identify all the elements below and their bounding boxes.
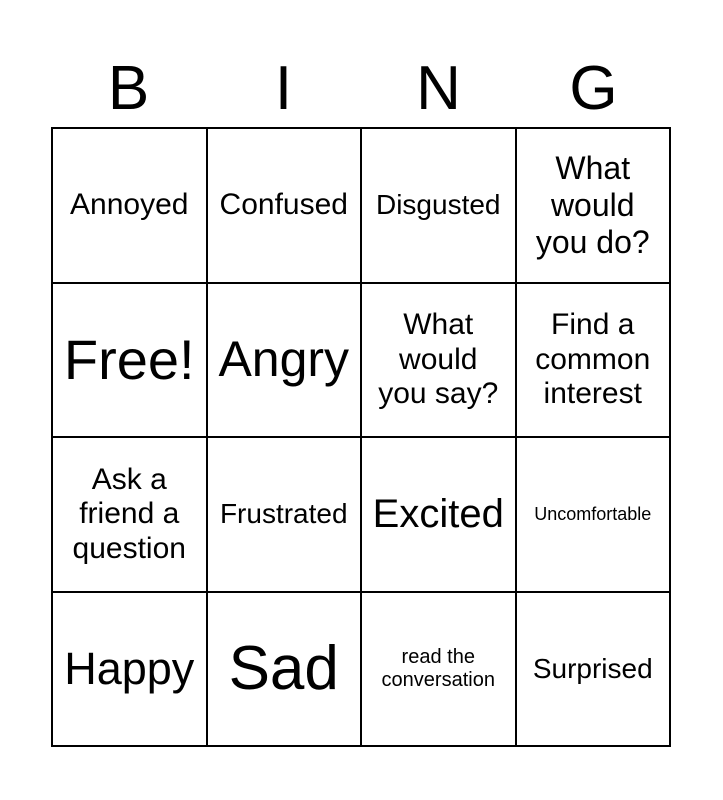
bingo-cell[interactable] xyxy=(517,438,672,593)
bingo-cell[interactable] xyxy=(208,438,363,593)
cell-label: Disgusted xyxy=(375,189,501,221)
cell-label: Find a common interest xyxy=(535,308,651,410)
header-letter-g: G xyxy=(569,54,618,123)
cell-label: Happy xyxy=(64,642,195,694)
header-letter-b: B xyxy=(107,54,150,123)
cell-label: Surprised xyxy=(532,652,653,684)
bingo-cell[interactable] xyxy=(517,284,672,439)
cell-label: Angry xyxy=(218,331,350,387)
cell-label: Uncomfortable xyxy=(534,503,652,524)
bingo-cell[interactable] xyxy=(53,593,208,748)
bingo-cell[interactable] xyxy=(362,284,517,439)
bingo-cell[interactable] xyxy=(53,438,208,593)
bingo-cell[interactable] xyxy=(362,129,517,284)
bingo-cell[interactable] xyxy=(362,593,517,748)
cell-label: Frustrated xyxy=(219,498,348,530)
bingo-cell-free[interactable] xyxy=(53,284,208,439)
bingo-board xyxy=(51,127,671,747)
cell-label: Excited xyxy=(372,492,504,537)
header-letter-i: I xyxy=(274,54,293,123)
cell-label: Annoyed xyxy=(70,188,189,221)
header-letter-n: N xyxy=(416,54,461,123)
cell-label: What would you say? xyxy=(378,308,499,410)
bingo-header xyxy=(51,50,671,128)
cell-label: Confused xyxy=(219,188,348,221)
bingo-cell[interactable] xyxy=(53,129,208,284)
bingo-cell[interactable] xyxy=(208,593,363,748)
cell-label: read the conversation xyxy=(381,645,495,691)
bingo-cell[interactable] xyxy=(362,438,517,593)
cell-label: Sad xyxy=(228,634,339,704)
cell-label: Free! xyxy=(63,327,195,391)
bingo-cell[interactable] xyxy=(517,129,672,284)
bingo-cell[interactable] xyxy=(208,129,363,284)
cell-label: Ask a friend a question xyxy=(72,462,186,565)
cell-label: What would you do? xyxy=(535,150,650,260)
bingo-cell[interactable] xyxy=(517,593,672,748)
bingo-cell[interactable] xyxy=(208,284,363,439)
